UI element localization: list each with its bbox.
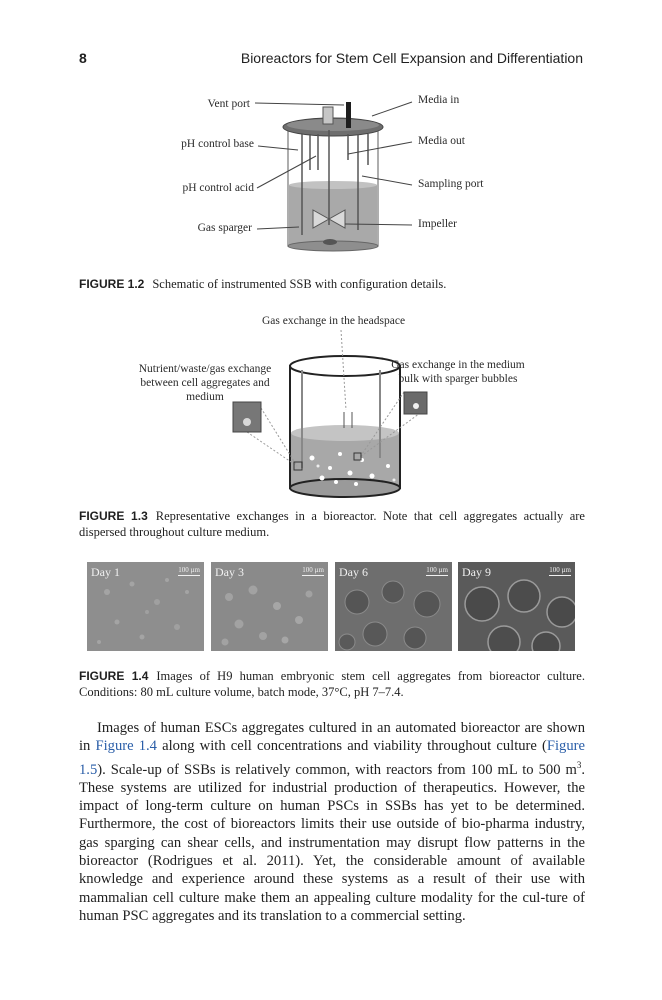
bioreactor-exchange-diagram — [0, 308, 662, 498]
label-sampling-port: Sampling port — [418, 178, 484, 190]
scale-bar: 100 µm — [178, 566, 200, 574]
figure-1-3 — [0, 308, 662, 498]
caption-text: Images of H9 human embryonic stem cell aggregates from bioreactor culture. Conditions: 80 mL culture volume, batch mode, 37°C, pH 7–7.4. — [79, 669, 585, 699]
caption-text: Schematic of instrumented SSB with configuration details. — [152, 277, 447, 291]
figure-1-5-link[interactable]: Figure 1.5 — [79, 738, 585, 778]
label-headspace-exchange: Gas exchange in the headspace — [262, 315, 406, 327]
body-text-segment: . These systems are utilized for industrial production of therapeutics. However, the impact of long-term culture on human PSCs in SSBs has yet to be determined. Furthermore, the cost of bioreactors limits their use outside of bio-pharma industry, gas sparging can shear cells, and instrumentation may disrupt flow patterns in the bioreactor (Rodrigues et al. 2011). Yet, the considerable amount of available knowledge and experience around these systems as a result of their use with mammalian cell culture make them an appealing culture modality for the cul-ture of human PSC aggregates and its translation to a commercial setting. — [79, 761, 585, 924]
figure-1-2-caption — [79, 276, 585, 292]
label-ph-control-acid: pH control acid — [182, 182, 254, 194]
label-media-in: Media in — [418, 94, 460, 106]
micrograph-day-9 — [458, 562, 575, 651]
figure-1-4-link[interactable]: Figure 1.4 — [95, 738, 157, 755]
figure-1-3-caption — [79, 508, 585, 540]
label-medium-line-1: Gas exchange in the medium — [391, 359, 525, 371]
figure-1-2 — [0, 90, 662, 270]
body-paragraph — [79, 719, 585, 925]
body-text-segment: ). Scale-up of SSBs is relatively common, with reactors from 100 mL to 500 m — [97, 761, 577, 778]
scale-bar: 100 µm — [302, 566, 324, 574]
label-nutrient-line-2: between cell aggregates and — [140, 377, 270, 389]
body-text-segment: along with cell concentrations and viability throughout culture ( — [156, 738, 547, 755]
running-title: Bioreactors for Stem Cell Expansion and Differentiation — [240, 50, 583, 66]
label-nutrient-exchange — [112, 362, 298, 404]
scale-bar: 100 µm — [426, 566, 448, 574]
micrograph-day-1 — [87, 562, 204, 651]
caption-label: FIGURE 1.4 — [79, 669, 149, 683]
superscript: 3 — [576, 759, 582, 770]
caption-label: FIGURE 1.2 — [79, 277, 145, 291]
label-nutrient-line-1: Nutrient/waste/gas exchange — [138, 363, 272, 375]
bioreactor-schematic — [0, 90, 662, 270]
label-nutrient-line-3: medium — [186, 391, 224, 403]
micrograph-day-3 — [211, 562, 328, 651]
figure-1-4-caption — [79, 668, 585, 700]
label-ph-control-base: pH control base — [181, 138, 254, 150]
panel-day-label: Day 3 — [215, 565, 244, 579]
label-medium-exchange — [376, 358, 540, 386]
label-gas-sparger: Gas sparger — [197, 222, 252, 234]
label-impeller: Impeller — [418, 218, 457, 230]
micrograph-day-6 — [335, 562, 452, 651]
panel-day-label: Day 6 — [339, 565, 368, 579]
panel-day-label: Day 9 — [462, 565, 491, 579]
caption-text: Representative exchanges in a bioreactor. Note that cell aggregates actually are dispersed throughout culture medium. — [79, 509, 585, 539]
panel-day-label: Day 1 — [91, 565, 120, 579]
caption-label: FIGURE 1.3 — [79, 509, 148, 523]
label-vent-port: Vent port — [207, 98, 250, 110]
label-medium-line-2: bulk with sparger bubbles — [398, 373, 518, 385]
scale-bar: 100 µm — [549, 566, 571, 574]
body-text-segment: Images of human ESCs aggregates cultured in an automated bioreactor are shown in — [79, 720, 585, 755]
label-media-out: Media out — [418, 135, 465, 147]
page-number: 8 — [79, 50, 87, 66]
